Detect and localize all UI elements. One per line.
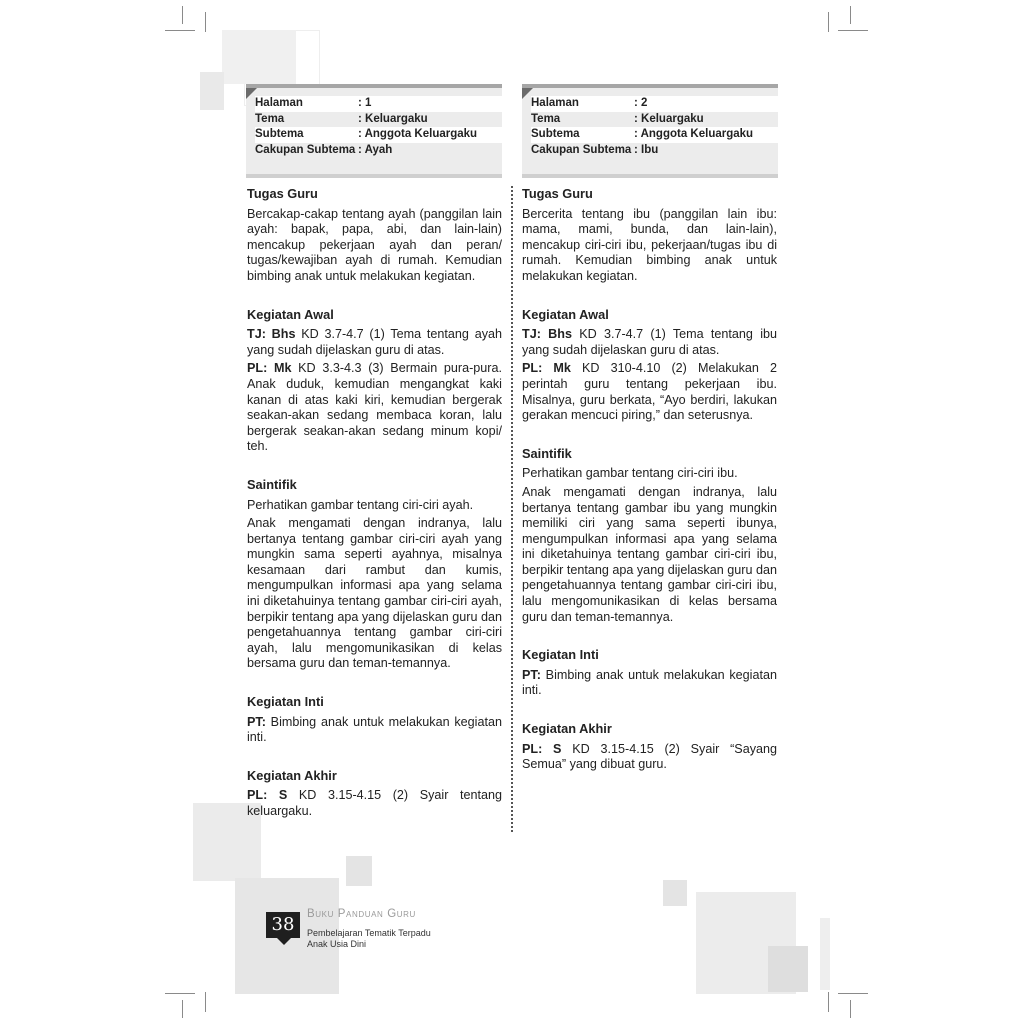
header-value: : 2 bbox=[634, 97, 648, 109]
crop-mark bbox=[850, 1000, 851, 1018]
kegiatan-label: PL: Mk bbox=[247, 361, 292, 376]
page-number-pointer-icon bbox=[277, 938, 291, 945]
column-divider bbox=[511, 186, 513, 832]
crop-mark bbox=[850, 6, 851, 24]
kegiatan-awal-paragraph bbox=[522, 327, 777, 358]
kegiatan-awal-paragraph bbox=[247, 361, 502, 455]
header-key: Subtema bbox=[255, 128, 304, 140]
crop-mark bbox=[205, 12, 206, 32]
right-column bbox=[522, 186, 777, 773]
decor-square bbox=[222, 30, 296, 84]
crop-mark bbox=[838, 30, 868, 31]
section-title-saintifik: Saintifik bbox=[522, 445, 572, 461]
saintifik-intro: Perhatikan gambar tentang ciri-ciri ayah. bbox=[247, 497, 474, 512]
kegiatan-text: KD 3.3-4.3 (3) Bermain pura-pura. Anak duduk, kemudian mengangkat kaki kanan di atas kaki kiri, kemudian bergerak seakan-akan sedang membaca koran, lalu bergerak seakan-akan sedang minum kopi/ teh. bbox=[247, 361, 502, 454]
kegiatan-awal-paragraph bbox=[247, 327, 502, 358]
header-row bbox=[255, 112, 502, 128]
header-key: Halaman bbox=[255, 97, 303, 109]
kegiatan-label: PL: Mk bbox=[522, 361, 571, 376]
header-row bbox=[255, 127, 502, 143]
tugas-guru-text: Bercakap-cakap tentang ayah (panggilan lain ayah: bapak, papa, abi, dan lain-lain) mencakup pekerjaan ayah dan peran/ tugas/kewajiban ayah di rumah. Kemudian bimbing anak untuk melakukan kegiatan. bbox=[247, 206, 502, 283]
left-column bbox=[247, 186, 502, 820]
section-title-kegiatan-akhir: Kegiatan Akhir bbox=[522, 721, 612, 737]
kegiatan-label: PT: bbox=[522, 667, 541, 682]
section-title-kegiatan-akhir: Kegiatan Akhir bbox=[247, 767, 337, 783]
header-value: : Anggota Keluargaku bbox=[634, 128, 754, 140]
kegiatan-label: PT: bbox=[247, 714, 266, 729]
decor-square bbox=[200, 72, 224, 110]
decor-square bbox=[346, 856, 372, 886]
header-row bbox=[531, 112, 778, 128]
header-value: : Keluargaku bbox=[634, 112, 704, 125]
header-value: : Ibu bbox=[634, 143, 659, 156]
corner-tab-icon bbox=[246, 88, 257, 99]
section-title-tugas-guru: Tugas Guru bbox=[522, 186, 593, 201]
section-title-kegiatan-awal: Kegiatan Awal bbox=[247, 306, 334, 322]
kegiatan-label: PL: S bbox=[247, 788, 288, 803]
header-key: Cakupan Subtema bbox=[255, 143, 356, 156]
kegiatan-text: KD 3.7-4.7 (1) Tema tentang ayah yang sudah dijelaskan guru di atas. bbox=[247, 327, 503, 357]
kegiatan-label: TJ: Bhs bbox=[247, 327, 296, 342]
kegiatan-inti-paragraph bbox=[522, 668, 777, 699]
corner-tab-icon bbox=[522, 88, 533, 99]
saintifik-text: Anak mengamati dengan indranya, lalu bertanya tentang gambar ibu yang mungkin memiliki ciri yang sama seperti ibunya, mengumpulkan informasi apa yang selama ini diketahuinya tentang gambar ciri-ciri ibu, berpikir tentang apa yang dijelaskan guru dan pengetahuannya tentang gambar ciri-ciri ibu, lalu mengomunikasikan di kelas bersama guru dan teman-temannya. bbox=[522, 484, 777, 624]
left-header-box bbox=[246, 84, 502, 178]
header-key: Subtema bbox=[531, 128, 580, 140]
kegiatan-awal-paragraph bbox=[522, 361, 777, 423]
kegiatan-text: Bimbing anak untuk melakukan kegiatan inti. bbox=[522, 667, 777, 698]
kegiatan-text: KD 310-4.10 (2) Melakukan 2 perintah guru tentang pekerjaan ibu. Misalnya, guru berkata, “Ayo berdiri, lakukan gerakan mencuci piring,” dan seterusnya. bbox=[522, 361, 777, 423]
section-title-saintifik: Saintifik bbox=[247, 476, 297, 492]
kegiatan-akhir-paragraph bbox=[247, 788, 502, 819]
book-subtitle-line1: Pembelajaran Tematik Terpadu bbox=[307, 928, 431, 938]
header-row bbox=[255, 96, 502, 112]
header-value: : Ayah bbox=[358, 143, 393, 156]
kegiatan-akhir-paragraph bbox=[522, 742, 777, 773]
saintifik-text: Anak mengamati dengan indranya, lalu bertanya tentang gambar ciri-ciri ayah yang mungkin sama seperti ayahnya, misalnya kesamaan dari rambut dan kumis, mengumpulkan informasi apa yang selama ini diketahuinya tentang gambar ciri-ciri ayah, berpikir tentang apa yang dijelaskan guru dan pengetahuannya tentang gambar ciri-ciri ayah, lalu mengomunikasikan di kelas bersama guru dan teman-temannya. bbox=[247, 516, 502, 671]
crop-mark bbox=[165, 30, 195, 31]
kegiatan-inti-paragraph bbox=[247, 715, 502, 746]
crop-mark bbox=[182, 6, 183, 24]
crop-mark bbox=[205, 992, 206, 1012]
kegiatan-text: KD 3.15-4.15 (2) Syair tentang keluargaku. bbox=[247, 788, 503, 818]
crop-mark bbox=[828, 12, 829, 32]
decor-square bbox=[768, 946, 808, 992]
kegiatan-text: KD 3.7-4.7 (1) Tema tentang ibu yang sudah dijelaskan guru di atas. bbox=[522, 327, 777, 357]
kegiatan-label: TJ: Bhs bbox=[522, 327, 572, 342]
decor-square bbox=[820, 918, 830, 990]
page-number: 38 bbox=[266, 912, 300, 938]
section-title-tugas-guru: Tugas Guru bbox=[247, 186, 318, 201]
crop-mark bbox=[838, 993, 868, 994]
kegiatan-text: KD 3.15-4.15 (2) Syair “Sayang Semua” yang dibuat guru. bbox=[522, 741, 778, 772]
book-subtitle-line2: Anak Usia Dini bbox=[307, 939, 367, 949]
header-value: : Anggota Keluargaku bbox=[358, 128, 478, 140]
header-value: : 1 bbox=[358, 97, 372, 109]
tugas-guru-text: Bercerita tentang ibu (panggilan lain ibu: mama, mami, bunda, dan lain-lain), mencakup ciri-ciri ibu, pekerjaan/tugas ibu di rumah. Kemudian bimbing anak untuk melakukan kegiatan. bbox=[522, 206, 777, 283]
header-key: Tema bbox=[255, 112, 285, 125]
section-title-kegiatan-inti: Kegiatan Inti bbox=[522, 647, 599, 663]
decor-square bbox=[663, 880, 687, 906]
crop-mark bbox=[182, 1000, 183, 1018]
section-title-kegiatan-inti: Kegiatan Inti bbox=[247, 694, 324, 710]
crop-mark bbox=[828, 992, 829, 1012]
section-title-kegiatan-awal: Kegiatan Awal bbox=[522, 306, 609, 322]
header-key: Halaman bbox=[531, 97, 579, 109]
header-key: Tema bbox=[531, 112, 561, 125]
header-row bbox=[255, 143, 502, 159]
book-title: Buku Panduan Guru bbox=[307, 908, 416, 920]
header-row bbox=[531, 127, 778, 143]
header-value: : Keluargaku bbox=[358, 112, 428, 125]
kegiatan-label: PL: S bbox=[522, 741, 562, 756]
saintifik-intro: Perhatikan gambar tentang ciri-ciri ibu. bbox=[522, 466, 738, 481]
header-key: Cakupan Subtema bbox=[531, 143, 632, 156]
kegiatan-text: Bimbing anak untuk melakukan kegiatan inti. bbox=[247, 714, 502, 745]
crop-mark bbox=[165, 993, 195, 994]
header-row bbox=[531, 143, 778, 159]
right-header-box bbox=[522, 84, 778, 178]
header-row bbox=[531, 96, 778, 112]
